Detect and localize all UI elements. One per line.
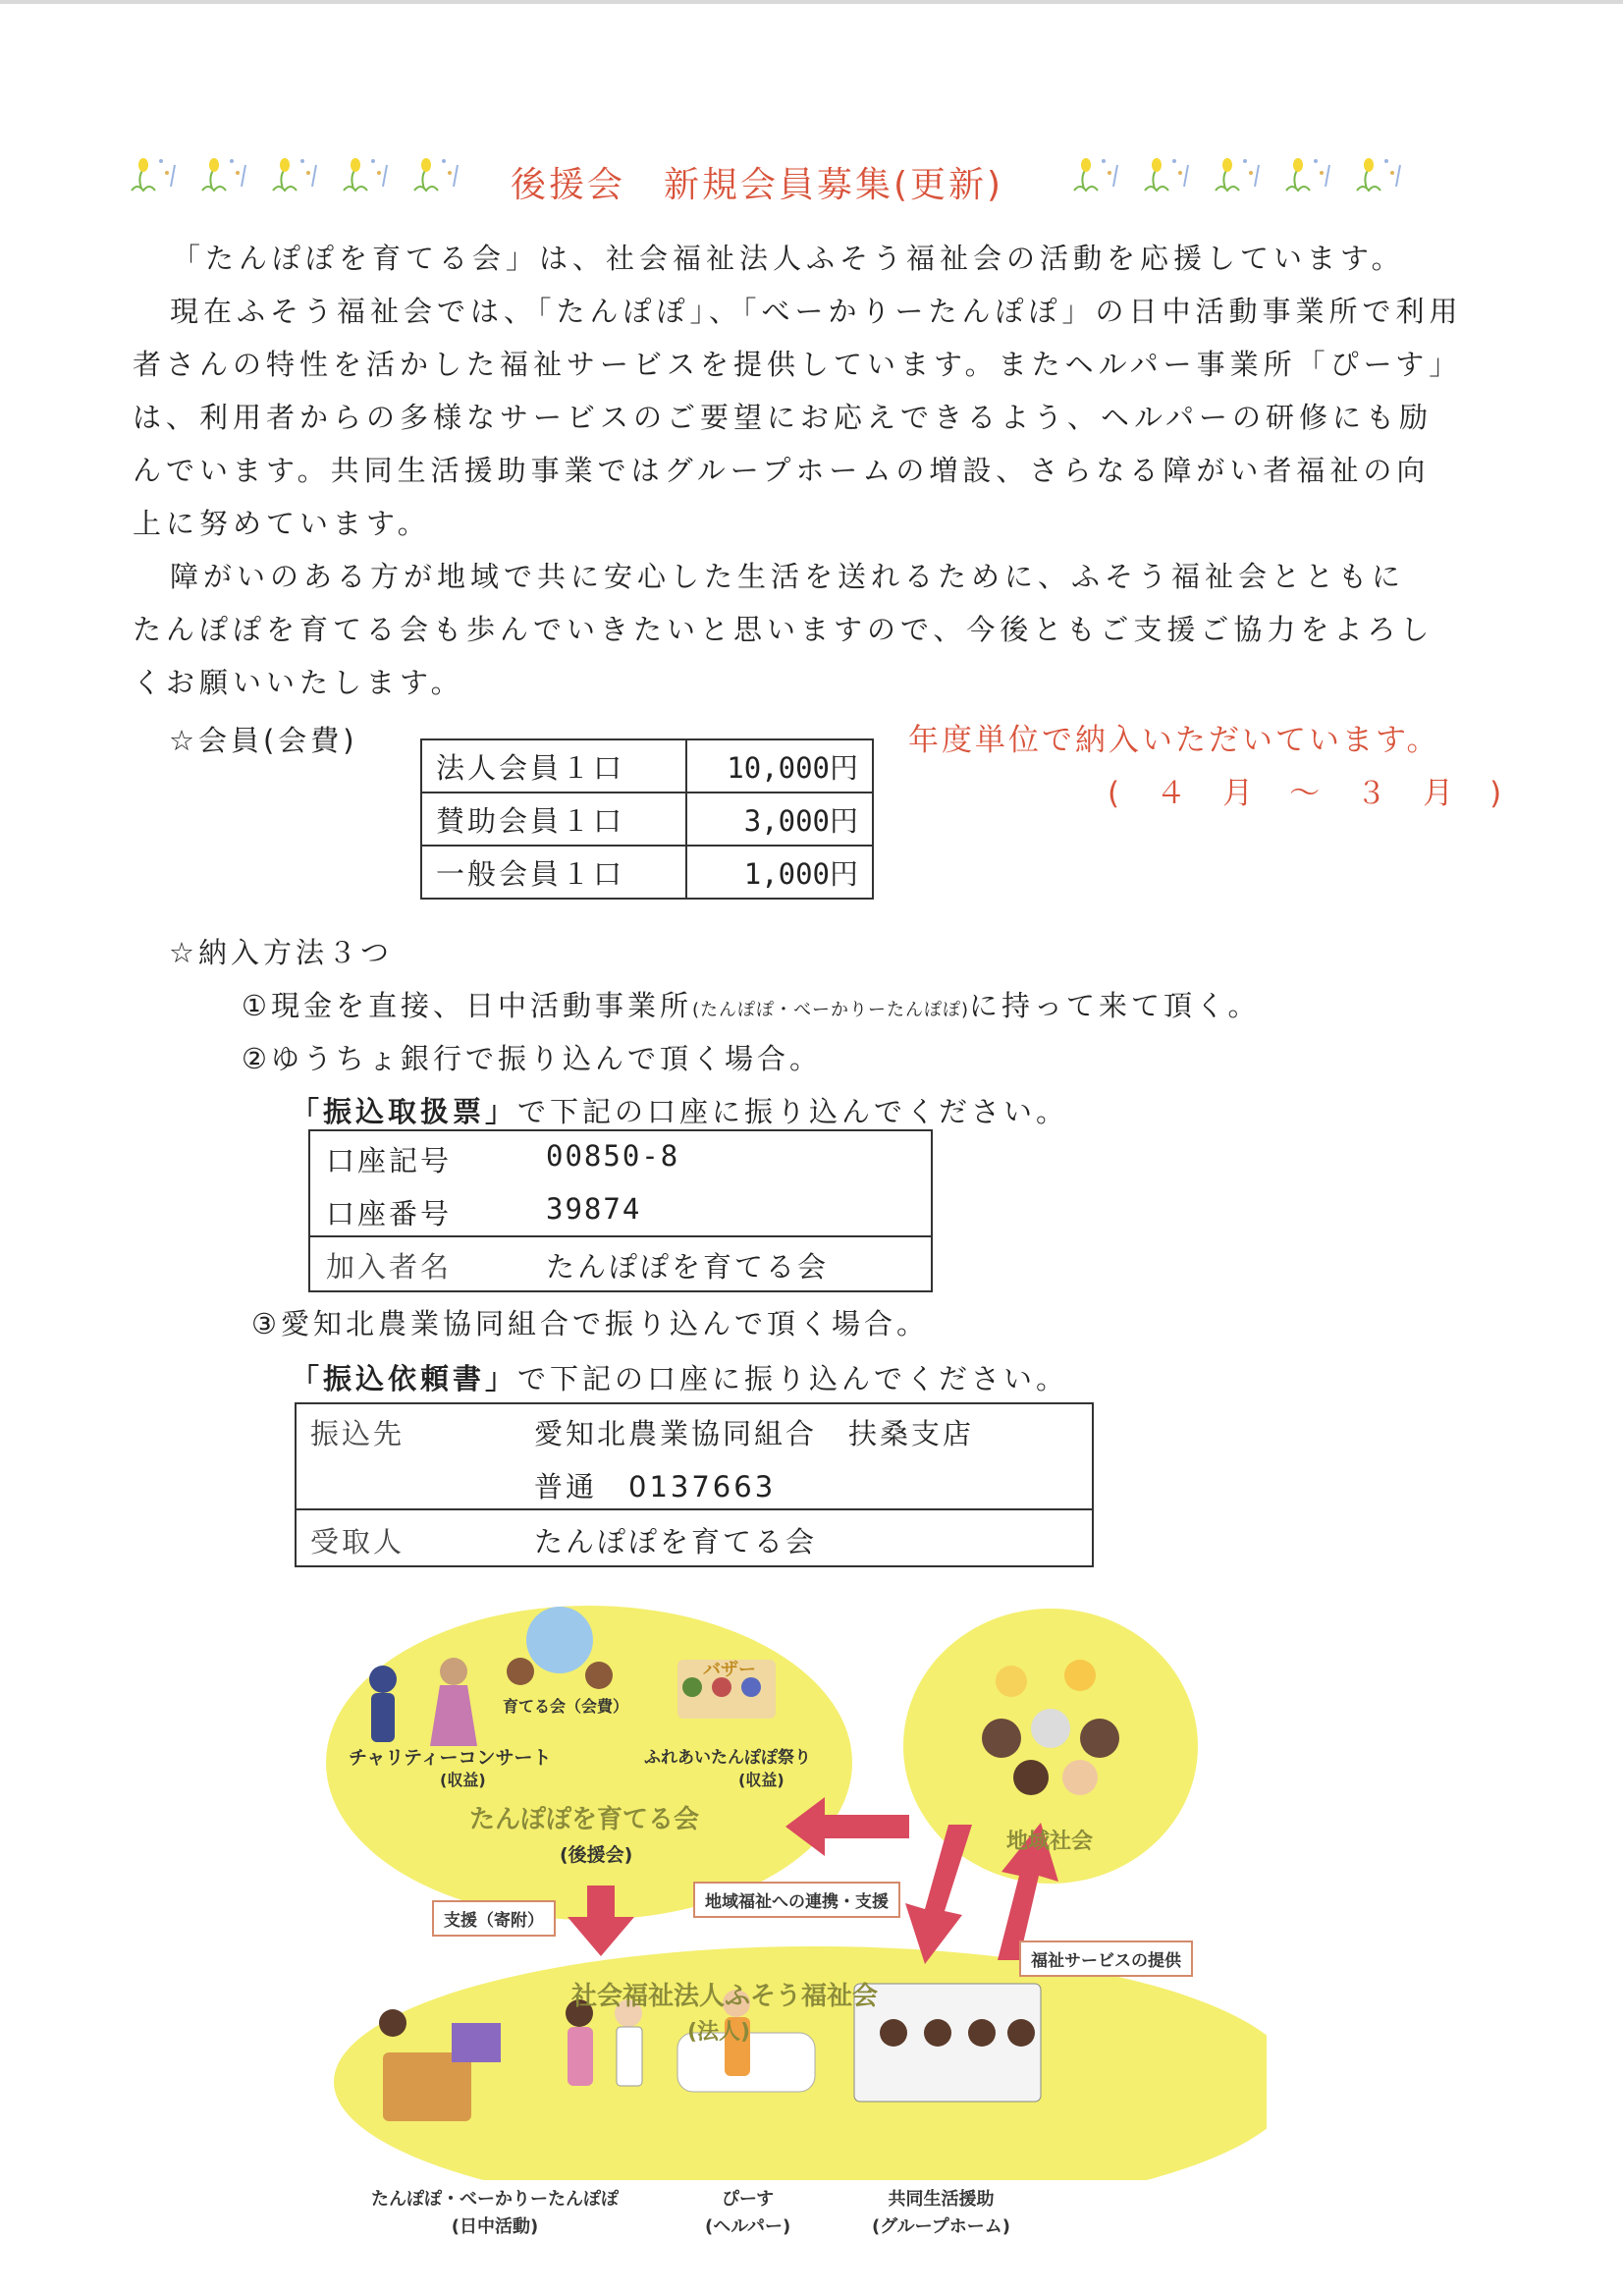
postal-number-value: 39874 [546,1192,642,1226]
fee-amount: 1,000円 [686,846,873,899]
postal-instruction [291,1090,1068,1130]
fee-label: 一般会員１口 [421,846,686,899]
intro-line: 現在ふそう福祉会では、「たんぽぽ」、「べーかりーたんぽぽ」の日中活動事業所で利用 [170,295,1463,328]
postal-holder-label: 加入者名 [326,1250,453,1284]
bank-instruction [291,1357,1068,1397]
method-note: (たんぽぽ・べーかりーたんぽぽ) [692,1000,970,1020]
corporation-title: 社会福祉法人ふそう福祉会 [571,1982,879,2011]
caption-line: (日中活動) [451,2216,539,2237]
intro-line: は、利用者からの多様なサービスのご要望にお応えできるよう、ヘルパーの研修にも励 [133,401,1433,434]
table-row [421,793,873,846]
festival-label: ふれあいたんぽぽ祭り [644,1748,811,1768]
cart-icon [383,2052,471,2121]
postal-holder-value: たんぽぽを育てる会 [546,1250,830,1284]
intro-line: んでいます。共同生活援助事業ではグループホームの増設、さらなる障がい者福祉の向 [133,454,1431,487]
intro-line: 者さんの特性を活かした福祉サービスを提供しています。またヘルパー事業所「ぴーす」 [133,348,1463,381]
postal-number-label: 口座番号 [326,1197,453,1230]
caption-line: 共同生活援助 [888,2189,995,2210]
form-name: 「振込取扱票」 [291,1095,518,1128]
fiscal-period-note: ( ４ 月 ～ ３ 月 ) [1108,776,1505,811]
child-icon [507,1658,534,1685]
festival-sub-label: (収益) [738,1771,784,1789]
form-name: 「振込依頼書」 [291,1362,518,1395]
bazaar-label: バザー [703,1660,756,1680]
resident-icon [1013,1760,1049,1795]
caption-line: (ヘルパー) [705,2216,791,2237]
fee-label: 賛助会員１口 [421,793,686,846]
caption-line: ぴーす [722,2189,775,2210]
charity-sub-label: (収益) [440,1771,486,1789]
fee-amount: 3,000円 [686,793,873,846]
child-icon [585,1662,613,1689]
postal-symbol-value: 00850-8 [546,1139,680,1173]
intro-line: 上に努めています。 [133,507,431,540]
bank-recipient-value: たんぽぽを育てる会 [534,1525,818,1558]
supporters-title: たんぽぽを育てる会 [469,1805,700,1834]
method-text: ①現金を直接、日中活動事業所 [242,989,692,1022]
community-link-tag: 地域福祉への連携・支援 [693,1882,900,1918]
payment-method-cash [242,984,1260,1024]
balloon-icon [996,1666,1027,1697]
postal-symbol-label: 口座記号 [326,1144,453,1177]
resident-icon [1031,1709,1070,1748]
bank-recipient-label: 受取人 [310,1525,406,1558]
flower-border-left [128,147,491,206]
payment-method-postal: ②ゆうちょ銀行で振り込んで頂く場合。 [242,1042,822,1075]
intro-paragraph [133,232,1497,709]
bank-dest-label: 振込先 [310,1417,406,1450]
membership-heading: ☆会員(会費) [169,724,358,757]
flower-border-right [1070,147,1434,206]
table-row [421,846,873,899]
fiscal-year-note: 年度単位で納入いただいています。 [908,723,1440,758]
fee-label: 法人会員１口 [421,739,686,793]
charity-concert-label: チャリティーコンサート [349,1747,552,1769]
intro-line: 「たんぽぽを育てる会」は、社会福祉法人ふそう福祉会の活動を応援しています。 [172,242,1405,275]
membership-fee-table [420,738,874,900]
fee-amount: 10,000円 [686,739,873,793]
resident-icon [982,1719,1021,1758]
page-title: 後援会 新規会員募集(更新) [511,165,1004,205]
payment-heading: ☆納入方法３つ [169,936,393,969]
intro-line: 障がいのある方が地域で共に安心した生活を送れるために、ふそう福祉会とともに [170,560,1406,593]
support-donation-tag: 支援（寄附） [432,1900,556,1937]
divider [308,1235,931,1237]
performer-icon [440,1658,467,1685]
community-label: 地域社会 [1006,1830,1094,1854]
payment-method-bank: ③愛知北農業協同組合で振り込んで頂く場合。 [251,1307,929,1340]
table-row [421,739,873,793]
scan-top-edge [0,0,1623,4]
group-home-caption [872,2186,1010,2241]
arrow-down [905,1825,972,1964]
caption-line: (グループホーム) [872,2216,1011,2237]
bank-dest-value: 愛知北農業協同組合 扶桑支店 [534,1417,975,1450]
method-text: に持って来て頂く。 [969,989,1261,1022]
intro-line: くお願いいたします。 [133,666,464,699]
day-activity-caption [371,2186,619,2241]
corporation-sub: (法人) [687,2020,751,2045]
instruction-text: で下記の口座に振り込んでください。 [517,1362,1069,1395]
singer-icon [369,1666,397,1693]
divider [295,1508,1092,1510]
supporters-sub: (後援会) [560,1844,633,1866]
caption-line: たんぽぽ・べーかりーたんぽぽ [371,2189,619,2210]
resident-icon [1062,1760,1098,1795]
service-provision-tag: 福祉サービスの提供 [1019,1941,1193,1977]
bank-account-value: 普通 0137663 [534,1470,777,1503]
intro-line: たんぽぽを育てる会も歩んでいきたいと思いますので、今後ともご支援ご協力をよろし [133,613,1434,646]
helper-caption [705,2186,790,2241]
balloon-icon [526,1607,593,1673]
sodateru-kai-label: 育てる会（会費） [503,1697,629,1716]
resident-icon [1080,1719,1119,1758]
instruction-text: で下記の口座に振り込んでください。 [517,1095,1069,1128]
